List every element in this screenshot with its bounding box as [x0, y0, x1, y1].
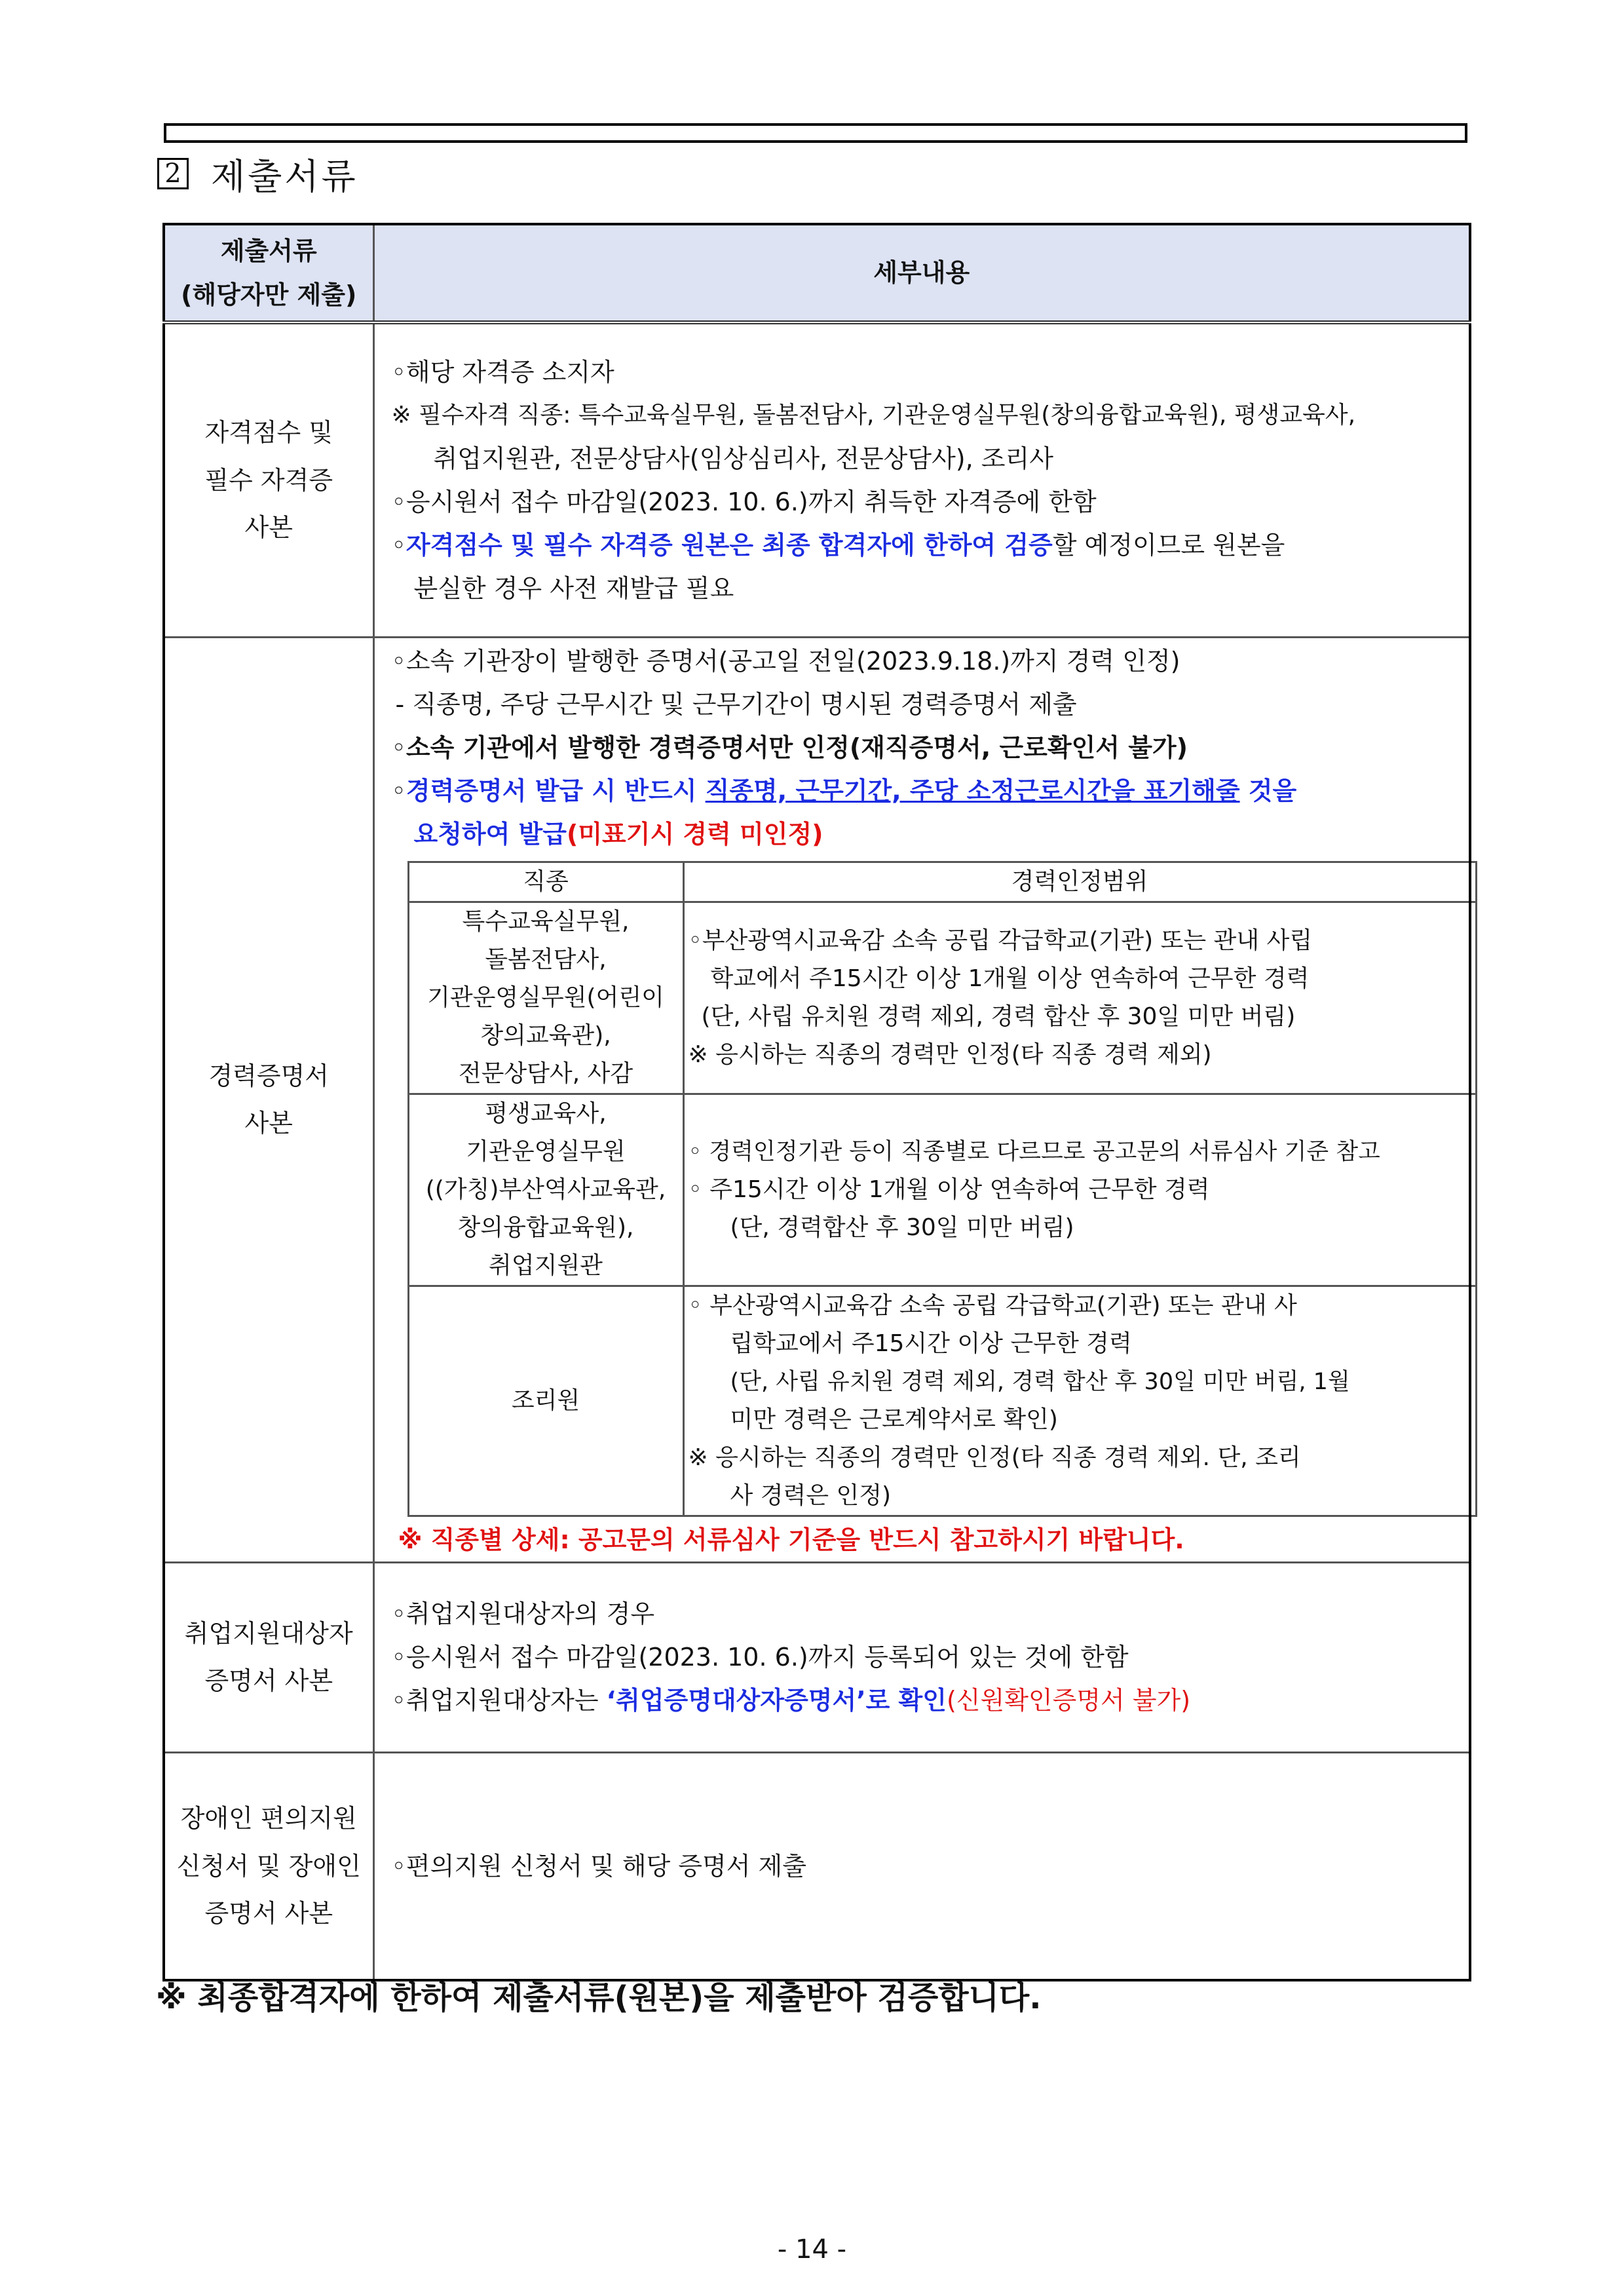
table-row [164, 637, 1470, 1562]
label-line: 취업지원대상자 [184, 1618, 353, 1648]
range-line: ◦ 경력인정기관 등이 직종별로 다르므로 공고문의 서류심사 기준 참고 [688, 1138, 1380, 1165]
label-line: 자격점수 및 [204, 418, 333, 448]
range-line: ◦ 부산광역시교육감 소속 공립 각급학교(기관) 또는 관내 사 [688, 1292, 1297, 1319]
sub-range-cell [683, 902, 1476, 1094]
highlight-text: 요청하여 발급 [413, 819, 567, 849]
header-doc-line2: (해당자만 제출) [181, 280, 357, 309]
highlight-text: 경력증명서 발급 시 반드시 [406, 776, 706, 805]
row-detail-career [373, 637, 1470, 1562]
sub-row [408, 1286, 1476, 1516]
label-line: 장애인 편의지원 [180, 1804, 357, 1833]
detail-text: ◦취업지원대상자는 [391, 1686, 607, 1715]
detail-line: 취업지원관, 전문상담사(임상심리사, 전문상담사), 조리사 [433, 444, 1053, 473]
detail-line: ◦해당 자격증 소지자 [391, 357, 614, 387]
range-line: (단, 사립 유치원 경력 제외, 경력 합산 후 30일 미만 버림, 1월 [730, 1368, 1350, 1395]
table-row [164, 1562, 1470, 1752]
row-detail-employment-support [373, 1562, 1470, 1752]
sub-header-range: 경력인정범위 [683, 862, 1476, 902]
range-line: 학교에서 주15시간 이상 1개월 이상 연속하여 근무한 경력 [710, 965, 1310, 992]
label-line: 경력증명서 [208, 1061, 330, 1090]
label-line: 증명서 사본 [204, 1666, 333, 1695]
warning-text: (신원확인증명서 불가) [946, 1686, 1191, 1715]
job-line: 특수교육실무원, [462, 908, 630, 935]
section-number: 2 [157, 158, 189, 189]
table-header-row [164, 224, 1470, 322]
label-line: 증명서 사본 [204, 1898, 333, 1928]
row-detail-disability [373, 1752, 1470, 1980]
detail-line: ◦편의지원 신청서 및 해당 증명서 제출 [391, 1851, 806, 1881]
job-line: 창의교육관), [480, 1022, 611, 1049]
range-line: ◦ 주15시간 이상 1개월 이상 연속하여 근무한 경력 [688, 1176, 1210, 1203]
range-line: ◦부산광역시교육감 소속 공립 각급학교(기관) 또는 관내 사립 [688, 927, 1313, 954]
detail-text: 할 예정이므로 원본을 [1052, 530, 1285, 560]
detail-line: ◦경력증명서 발급 시 반드시 직종명, 근무기간, 주당 소정근로시간을 표기해줄 것을 [391, 776, 1297, 805]
highlight-text: ‘취업증명대상자증명서’로 확인 [606, 1686, 947, 1715]
detail-line: 분실한 경우 사전 재발급 필요 [413, 573, 734, 603]
warning-text: (미표기시 경력 미인정) [566, 819, 823, 849]
highlight-text: 자격점수 및 필수 자격증 원본은 최종 합격자에 한하여 검증 [406, 530, 1053, 560]
bold-text: 소속 기관에서 발행한 경력증명서만 인정(재직증명서, 근로확인서 불가) [406, 733, 1188, 762]
job-line: ((가칭)부산역사교육관, [425, 1176, 666, 1203]
detail-line: ◦취업지원대상자의 경우 [391, 1599, 655, 1628]
header-doc-line1: 제출서류 [220, 237, 317, 265]
detail-line: ◦응시원서 접수 마감일(2023. 10. 6.)까지 등록되어 있는 것에 한함 [391, 1643, 1129, 1672]
highlight-text: 것을 [1239, 776, 1297, 805]
bottom-note: ※ 최종합격자에 한하여 제출서류(원본)을 제출받아 검증합니다. [156, 1980, 1042, 2016]
section-heading [157, 151, 358, 197]
table-row [164, 322, 1470, 637]
detail-line: ◦소속 기관에서 발행한 경력증명서만 인정(재직증명서, 근로확인서 불가) [391, 733, 1188, 762]
row-detail-qualification [373, 322, 1470, 637]
sub-header-row [408, 862, 1476, 902]
job-line: 조리원 [511, 1387, 580, 1414]
header-documents [164, 224, 373, 322]
section-title: 제출서류 [211, 155, 358, 197]
career-footnote: ※ 직종별 상세: 공고문의 서류심사 기준을 반드시 참고하시기 바랍니다. [398, 1525, 1184, 1554]
range-line: ※ 응시하는 직종의 경력만 인정(타 직종 경력 제외) [688, 1041, 1212, 1068]
header-detail: 세부내용 [373, 224, 1470, 322]
sub-job-cell [408, 1286, 683, 1516]
sub-range-cell [683, 1286, 1476, 1516]
job-line: 돌봄전담사, [485, 946, 607, 973]
page-number: - 14 - [777, 2234, 847, 2265]
detail-line: ◦소속 기관장이 발행한 증명서(공고일 전일(2023.9.18.)까지 경력 인정) [391, 646, 1180, 676]
row-label-career [164, 637, 373, 1562]
sub-range-cell [683, 1094, 1476, 1286]
detail-line: ※ 필수자격 직종: 특수교육실무원, 돌봄전담사, 기관운영실무원(창의융합교육원), 평생교육사, [391, 401, 1356, 429]
range-line: 립학교에서 주15시간 이상 근무한 경력 [730, 1330, 1132, 1357]
detail-line: - 직종명, 주당 근무시간 및 근무기간이 명시된 경력증명서 제출 [395, 689, 1077, 719]
sub-row [408, 1094, 1476, 1286]
range-line: 미만 경력은 근로계약서로 확인) [730, 1406, 1058, 1433]
detail-line: ◦자격점수 및 필수 자격증 원본은 최종 합격자에 한하여 검증할 예정이므로 원본을 [391, 530, 1285, 560]
label-line: 필수 자격증 [204, 465, 333, 495]
range-line: 사 경력은 인정) [730, 1482, 892, 1509]
underlined-text: 직종명, 근무기간, 주당 소정근로시간을 표기해줄 [705, 776, 1240, 805]
job-line: 창의융합교육원), [457, 1214, 634, 1241]
job-line: 취업지원관 [489, 1252, 603, 1279]
career-range-table [407, 861, 1477, 1517]
sub-job-cell [408, 902, 683, 1094]
detail-line: ◦응시원서 접수 마감일(2023. 10. 6.)까지 취득한 자격증에 한함 [391, 487, 1097, 516]
row-label-qualification [164, 322, 373, 637]
top-border-box [164, 123, 1467, 143]
detail-line [392, 813, 1469, 856]
range-line: ※ 응시하는 직종의 경력만 인정(타 직종 경력 제외. 단, 조리 [688, 1444, 1301, 1471]
detail-line [392, 1679, 1469, 1722]
row-label-disability [164, 1752, 373, 1980]
range-line: (단, 경력합산 후 30일 미만 버림) [730, 1214, 1074, 1241]
job-line: 기관운영실무원(어린이 [427, 984, 664, 1011]
sub-job-cell [408, 1094, 683, 1286]
job-line: 기관운영실무원 [466, 1138, 626, 1165]
row-label-employment-support [164, 1562, 373, 1752]
table-row [164, 1752, 1470, 1980]
sub-row [408, 902, 1476, 1094]
job-line: 평생교육사, [485, 1100, 607, 1127]
sub-header-job: 직종 [408, 862, 683, 902]
label-line: 사본 [244, 512, 293, 542]
label-line: 신청서 및 장애인 [176, 1851, 361, 1881]
range-line: (단, 사립 유치원 경력 제외, 경력 합산 후 30일 미만 버림) [701, 1003, 1296, 1030]
documents-table [162, 223, 1471, 1981]
label-line: 사본 [244, 1109, 293, 1138]
job-line: 전문상담사, 사감 [458, 1060, 633, 1087]
